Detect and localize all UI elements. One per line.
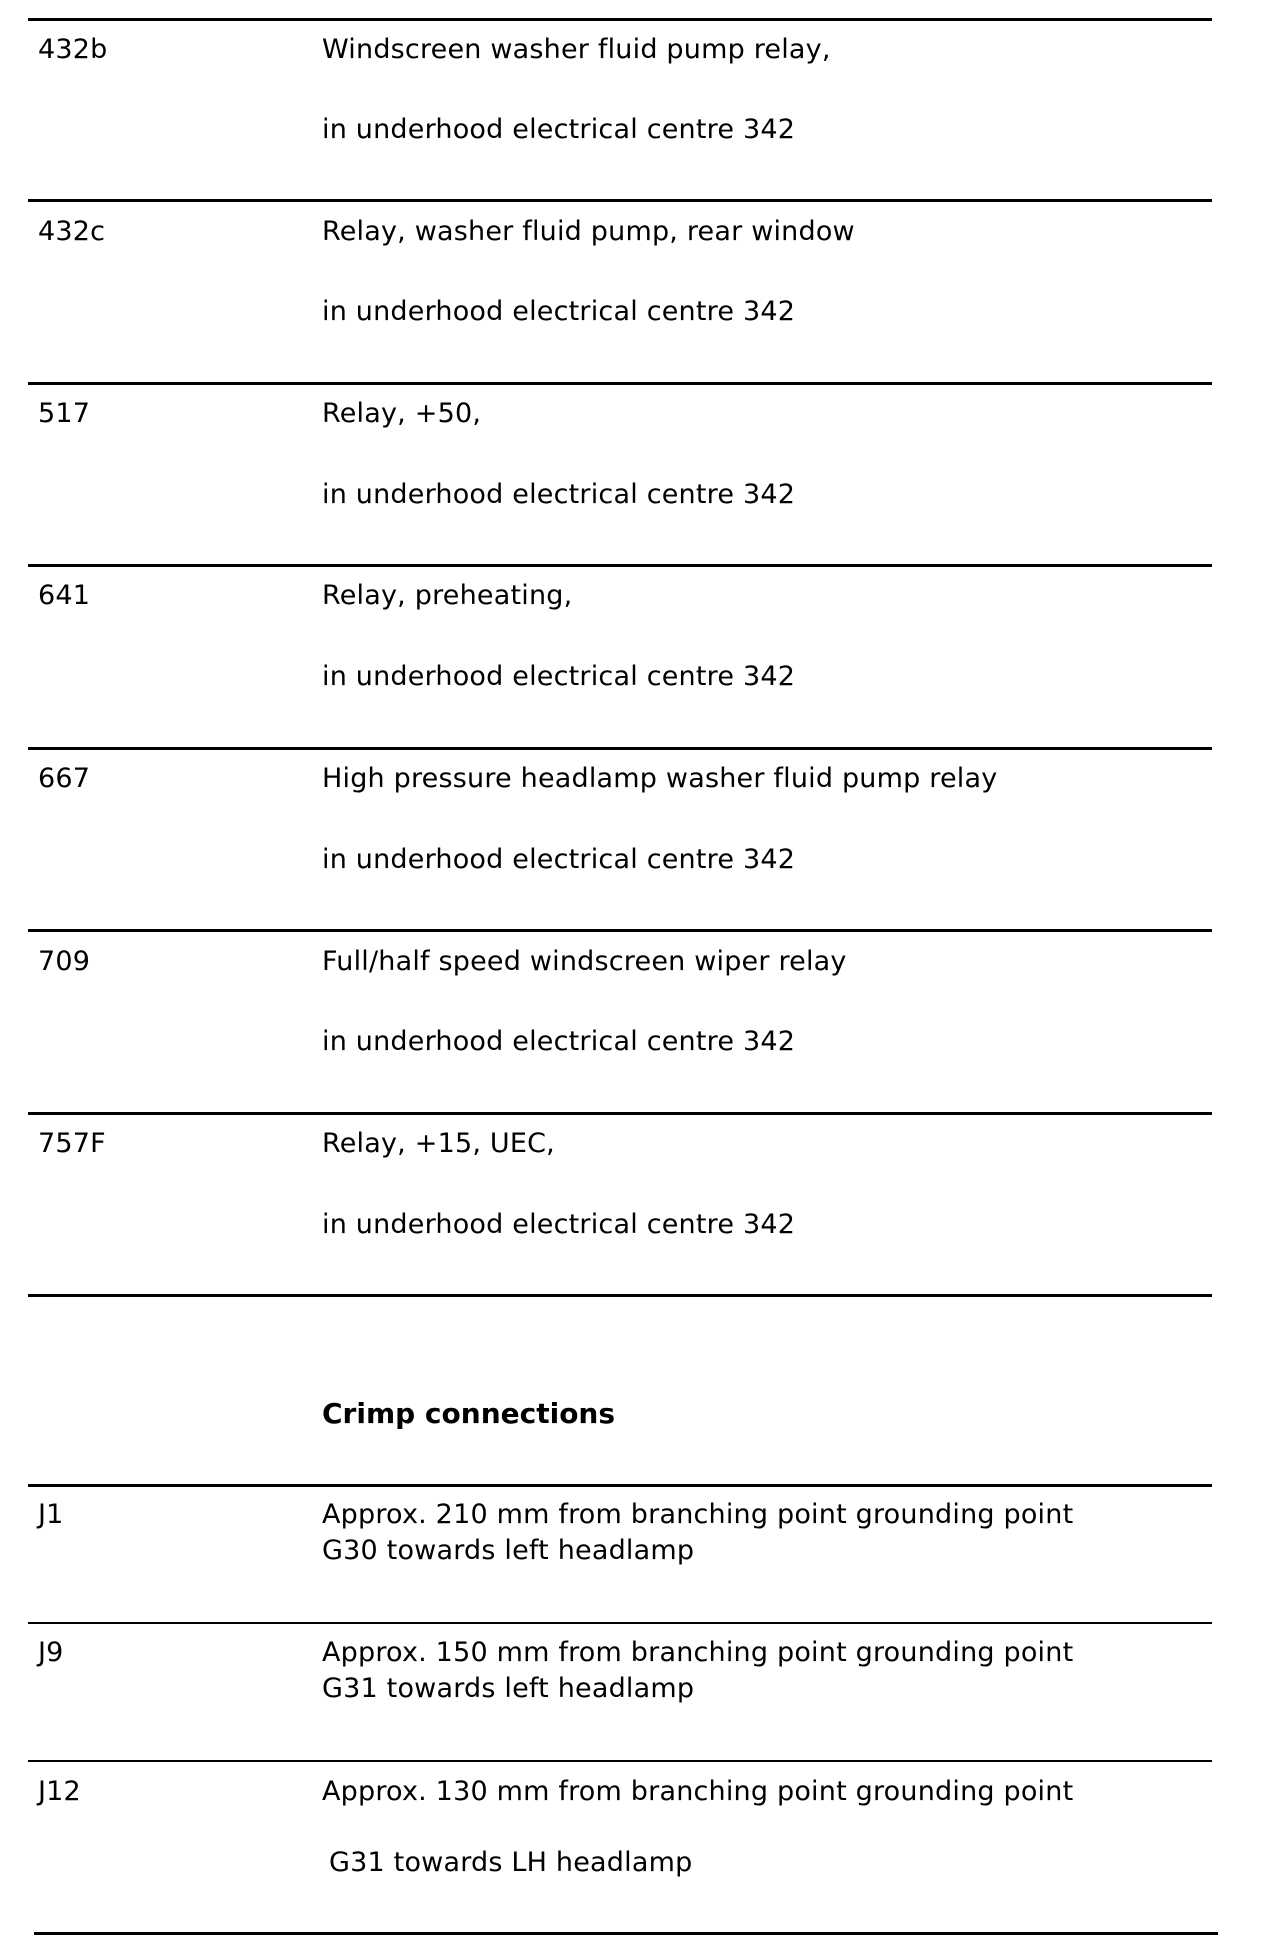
relay-location: in underhood electrical centre 342 bbox=[322, 1026, 796, 1057]
crimp-code: J12 bbox=[38, 1776, 81, 1807]
relay-description: Windscreen washer fluid pump relay, bbox=[322, 34, 831, 65]
relay-description: Relay, +15, UEC, bbox=[322, 1128, 555, 1159]
crimp-description-cont: G31 towards left headlamp bbox=[322, 1673, 695, 1704]
row-divider bbox=[28, 1294, 1212, 1297]
crimp-description-cont: G30 towards left headlamp bbox=[322, 1535, 695, 1566]
relay-code: 667 bbox=[38, 763, 91, 794]
relay-description: Relay, +50, bbox=[322, 398, 482, 429]
relay-location: in underhood electrical centre 342 bbox=[322, 296, 796, 327]
relay-location: in underhood electrical centre 342 bbox=[322, 661, 796, 692]
relay-code: 432c bbox=[38, 216, 106, 247]
row-divider bbox=[28, 1760, 1212, 1762]
relay-description: Relay, washer fluid pump, rear window bbox=[322, 216, 855, 247]
relay-description: Relay, preheating, bbox=[322, 580, 573, 611]
relay-location: in underhood electrical centre 342 bbox=[322, 114, 796, 145]
relay-location: in underhood electrical centre 342 bbox=[322, 844, 796, 875]
relay-code: 641 bbox=[38, 580, 91, 611]
relay-code: 432b bbox=[38, 34, 108, 65]
relay-description: High pressure headlamp washer fluid pump relay bbox=[322, 763, 998, 794]
row-divider bbox=[28, 564, 1212, 567]
row-divider bbox=[28, 382, 1212, 385]
relay-code: 517 bbox=[38, 398, 91, 429]
row-divider bbox=[28, 929, 1212, 932]
relay-location: in underhood electrical centre 342 bbox=[322, 1209, 796, 1240]
row-divider bbox=[28, 747, 1212, 750]
section-heading-crimp-connections: Crimp connections bbox=[322, 1397, 616, 1430]
relay-description: Full/half speed windscreen wiper relay bbox=[322, 946, 847, 977]
relay-location: in underhood electrical centre 342 bbox=[322, 479, 796, 510]
crimp-description-cont: G31 towards LH headlamp bbox=[329, 1847, 693, 1878]
row-divider bbox=[28, 199, 1212, 202]
crimp-code: J9 bbox=[38, 1637, 64, 1668]
table-top-rule bbox=[28, 18, 1212, 21]
relay-code: 709 bbox=[38, 946, 91, 977]
table-bottom-rule bbox=[34, 1932, 1218, 1935]
crimp-description: Approx. 210 mm from branching point grounding point bbox=[322, 1499, 1074, 1530]
crimp-description: Approx. 150 mm from branching point grounding point bbox=[322, 1637, 1074, 1668]
crimp-description: Approx. 130 mm from branching point grounding point bbox=[322, 1776, 1074, 1807]
row-divider bbox=[28, 1112, 1212, 1115]
crimp-code: J1 bbox=[38, 1499, 64, 1530]
relay-code: 757F bbox=[38, 1128, 106, 1159]
row-divider bbox=[28, 1622, 1212, 1624]
row-divider bbox=[28, 1484, 1212, 1487]
